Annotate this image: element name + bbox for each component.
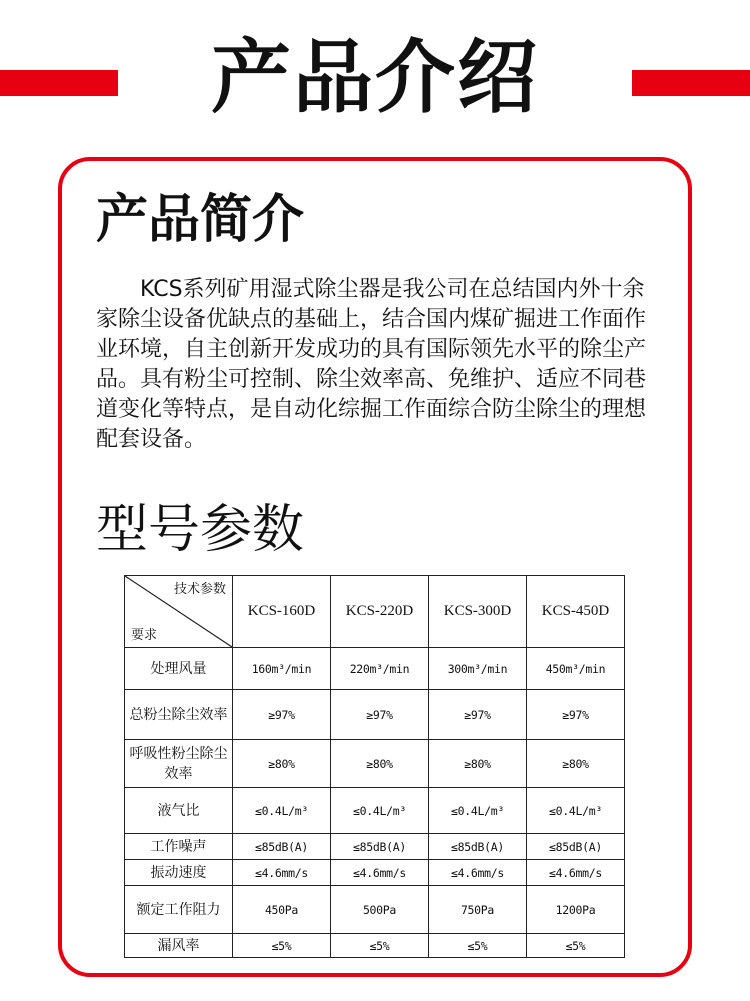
cell-value: ≤0.4L/m³ (429, 788, 527, 834)
corner-bottom-label: 要求 (131, 628, 158, 643)
cell-value: ≤0.4L/m³ (331, 788, 429, 834)
cell-value: 220m³/min (331, 648, 429, 690)
cell-value: ≥97% (331, 690, 429, 740)
row-label: 额定工作阻力 (125, 886, 233, 934)
cell-value: ≤85dB(A) (331, 834, 429, 860)
corner-top-label: 技术参数 (173, 582, 226, 597)
row-label: 漏风率 (125, 934, 233, 958)
model-header: KCS-160D (233, 576, 331, 648)
cell-value: ≥97% (527, 690, 625, 740)
row-label: 振动速度 (125, 860, 233, 886)
row-label: 总粉尘除尘效率 (125, 690, 233, 740)
spec-title: 型号参数 (96, 500, 305, 560)
model-header: KCS-220D (331, 576, 429, 648)
cell-value: ≤5% (527, 934, 625, 958)
cell-value: ≤5% (331, 934, 429, 958)
cell-value: ≥80% (527, 740, 625, 788)
page-title: 产品介绍 (211, 31, 539, 124)
cell-value: ≤0.4L/m³ (233, 788, 331, 834)
table-row (125, 690, 625, 740)
cell-value: ≤4.6mm/s (233, 860, 331, 886)
intro-title: 产品简介 (96, 190, 305, 250)
table-row (125, 886, 625, 934)
row-label: 液气比 (125, 788, 233, 834)
cell-value: ≤5% (429, 934, 527, 958)
table-row (125, 834, 625, 860)
cell-value: ≤85dB(A) (429, 834, 527, 860)
row-label: 处理风量 (125, 648, 233, 690)
cell-value: ≤85dB(A) (527, 834, 625, 860)
cell-value: ≥80% (233, 740, 331, 788)
table-corner-cell (125, 576, 233, 648)
cell-value: 500Pa (331, 886, 429, 934)
spec-table (124, 575, 625, 958)
cell-value: 160m³/min (233, 648, 331, 690)
cell-value: 300m³/min (429, 648, 527, 690)
table-row (125, 740, 625, 788)
row-label: 工作噪声 (125, 834, 233, 860)
intro-text: KCS系列矿用湿式除尘器是我公司在总结国内外十余家除尘设备优缺点的基础上，结合国内煤矿掘进工作面作业环境，自主创新开发成功的具有国际领先水平的除尘产品。具有粉尘可控制、除尘效率高、免维护、适应不同巷道变化等特点，是自动化综掘工作面综合防尘除尘的理想配套设备。 (96, 277, 647, 452)
cell-value: ≥80% (429, 740, 527, 788)
row-label: 呼吸性粉尘除尘效率 (125, 740, 233, 788)
table-row (125, 860, 625, 886)
cell-value: ≤4.6mm/s (331, 860, 429, 886)
cell-value: ≤4.6mm/s (527, 860, 625, 886)
cell-value: ≤0.4L/m³ (527, 788, 625, 834)
cell-value: ≤5% (233, 934, 331, 958)
cell-value: 450Pa (233, 886, 331, 934)
cell-value: 750Pa (429, 886, 527, 934)
cell-value: 450m³/min (527, 648, 625, 690)
table-row (125, 788, 625, 834)
cell-value: ≥97% (429, 690, 527, 740)
cell-value: ≤4.6mm/s (429, 860, 527, 886)
cell-value: ≤85dB(A) (233, 834, 331, 860)
table-row (125, 648, 625, 690)
cell-value: ≥80% (331, 740, 429, 788)
model-header: KCS-300D (429, 576, 527, 648)
table-row (125, 934, 625, 958)
cell-value: ≥97% (233, 690, 331, 740)
model-header: KCS-450D (527, 576, 625, 648)
cell-value: 1200Pa (527, 886, 625, 934)
